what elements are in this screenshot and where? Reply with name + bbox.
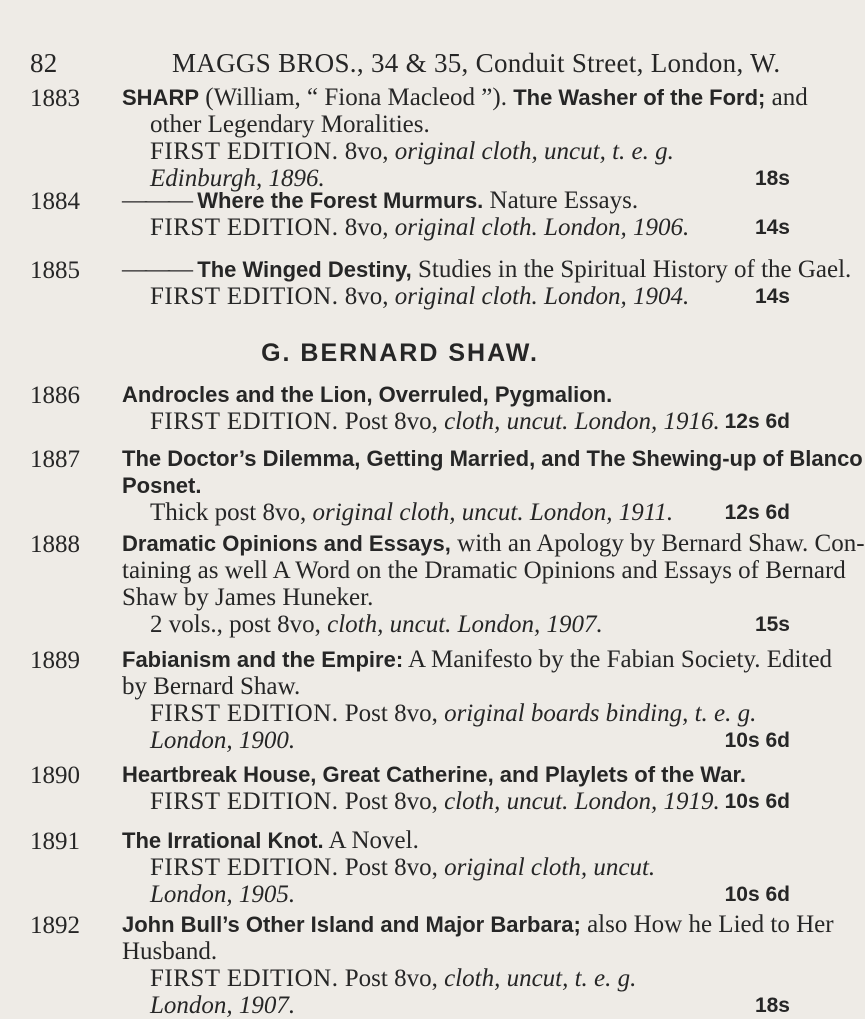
entry-number: 1885	[30, 257, 80, 284]
ditto-dash: ———	[122, 187, 191, 214]
entry-number: 1891	[30, 828, 80, 855]
entry-imprint: London, 1916.	[568, 408, 720, 435]
entry-binding: cloth, uncut.	[327, 611, 452, 638]
entry-format: Post 8vo,	[338, 408, 445, 435]
entry-price: 10s 6d	[724, 883, 790, 906]
entry-binding: original boards binding, t. e. g.	[444, 700, 757, 727]
entry-price: 14s	[754, 285, 790, 308]
entry-body	[122, 761, 794, 815]
entry-binding: original cloth.	[394, 214, 538, 241]
entry-price: 10s 6d	[724, 729, 790, 752]
entry-description: A Manifesto by the Fabian Society. Edited	[403, 646, 833, 673]
entry-body	[122, 84, 808, 192]
entry-format: Post 8vo,	[338, 788, 445, 815]
entry-number: 1886	[30, 382, 80, 409]
entry-binding: cloth, uncut.	[444, 788, 569, 815]
entry-title: Fabianism and the Empire:	[122, 647, 404, 672]
entry-edition: FIRST EDITION.	[150, 214, 339, 241]
entry-binding: original cloth, uncut.	[312, 499, 524, 526]
entry-edition: FIRST EDITION.	[150, 965, 339, 992]
entry-subtitle: A Novel.	[323, 827, 419, 854]
entry-number: 1887	[30, 446, 80, 473]
entry-price: 12s 6d	[724, 501, 790, 524]
entry-number: 1883	[30, 85, 80, 112]
entry-title: Heartbreak House, Great Catherine, and Playlets of the War.	[122, 762, 746, 787]
entry-title-line2: Posnet.	[122, 473, 202, 498]
entry-description-line2: taining as well A Word on the Dramatic Opinions and Essays of Bernard	[122, 557, 846, 584]
entry-number: 1888	[30, 531, 80, 558]
entry-description-line2: Husband.	[122, 938, 218, 965]
entry-title: The Washer of the Ford;	[513, 85, 766, 110]
entry-body	[122, 445, 863, 526]
entry-number: 1890	[30, 762, 80, 789]
entry-edition: FIRST EDITION.	[150, 283, 339, 310]
entry-edition: FIRST EDITION.	[150, 408, 339, 435]
entry-imprint: London, 1900.	[150, 727, 296, 754]
entry-binding: cloth, uncut.	[444, 408, 569, 435]
entry-number: 1884	[30, 188, 80, 215]
entry-description-line3: Shaw by James Huneker.	[122, 584, 374, 611]
entry-description-line2: by Bernard Shaw.	[122, 673, 301, 700]
page-number: 82	[30, 48, 58, 78]
entry-title: The Winged Destiny,	[197, 257, 412, 282]
entry-binding: original cloth.	[394, 283, 538, 310]
entry-body	[122, 530, 865, 638]
entry-title-line2: other Legendary Moralities.	[150, 111, 430, 138]
entry-title: The Irrational Knot.	[122, 828, 324, 853]
entry-binding: original cloth, uncut.	[444, 854, 656, 881]
entry-price: 14s	[754, 216, 790, 239]
entry-edition: FIRST EDITION.	[150, 138, 339, 165]
entry-edition: FIRST EDITION.	[150, 854, 339, 881]
entry-body	[122, 827, 794, 908]
entry-imprint: London, 1906.	[537, 214, 690, 241]
entry-subtitle: Nature Essays.	[483, 187, 639, 214]
entry-imprint: London, 1907.	[150, 992, 296, 1019]
entry-format: 8vo,	[338, 283, 395, 310]
entry-title: Dramatic Opinions and Essays,	[122, 531, 451, 556]
entry-title: Where the Forest Murmurs.	[197, 188, 484, 213]
entry-title: Androcles and the Lion, Overruled, Pygmalion.	[122, 382, 613, 407]
entry-subtitle: Studies in the Spiritual History of the Gael.	[411, 256, 852, 283]
entry-format: Thick post 8vo,	[150, 499, 313, 526]
entry-format: 8vo,	[338, 138, 395, 165]
entry-binding: original cloth, uncut, t. e. g.	[394, 138, 674, 165]
entry-format: 2 vols., post 8vo,	[150, 611, 328, 638]
entry-number: 1892	[30, 912, 80, 939]
entry-number: 1889	[30, 647, 80, 674]
entry-format: 8vo,	[338, 214, 395, 241]
entry-imprint: London, 1911.	[523, 499, 674, 526]
entry-format: Post 8vo,	[338, 854, 445, 881]
entry-imprint: London, 1919.	[568, 788, 720, 815]
entry-price: 18s	[754, 994, 790, 1017]
entry-body	[122, 911, 834, 1019]
entry-description: also How he Lied to Her	[580, 911, 834, 938]
entry-price: 10s 6d	[724, 790, 790, 813]
entry-author: SHARP	[122, 85, 200, 110]
entry-body	[122, 381, 794, 435]
entry-body	[122, 646, 833, 754]
entry-binding: cloth, uncut, t. e. g.	[444, 965, 637, 992]
ditto-dash: ———	[122, 256, 191, 283]
entry-description: with an Apology by Bernard Shaw. Con-	[450, 530, 865, 557]
entry-imprint: London, 1904.	[537, 283, 690, 310]
entry-price: 18s	[754, 167, 790, 190]
entry-title-rest: and	[765, 84, 808, 111]
entry-edition: FIRST EDITION.	[150, 700, 339, 727]
entry-imprint: London, 1905.	[150, 881, 296, 908]
entry-title: The Doctor’s Dilemma, Getting Married, and The Shewing-up of Blanco	[122, 446, 863, 471]
entry-price: 15s	[754, 613, 790, 636]
entry-price: 12s 6d	[724, 410, 790, 433]
running-head: MAGGS BROS., 34 & 35, Conduit Street, London, W.	[172, 48, 781, 78]
entry-edition: FIRST EDITION.	[150, 788, 339, 815]
running-header	[0, 48, 800, 88]
entry-format: Post 8vo,	[338, 965, 445, 992]
entry-body	[122, 256, 852, 310]
entry-title: John Bull’s Other Island and Major Barbara;	[122, 912, 581, 937]
entry-body	[122, 187, 794, 241]
entry-imprint: Edinburgh, 1896.	[150, 165, 325, 192]
entry-author-note: (William, “ Fiona Macleod ”).	[199, 84, 514, 111]
section-heading: G. BERNARD SHAW.	[261, 339, 539, 367]
entry-format: Post 8vo,	[338, 700, 445, 727]
entry-imprint: London, 1907.	[451, 611, 603, 638]
